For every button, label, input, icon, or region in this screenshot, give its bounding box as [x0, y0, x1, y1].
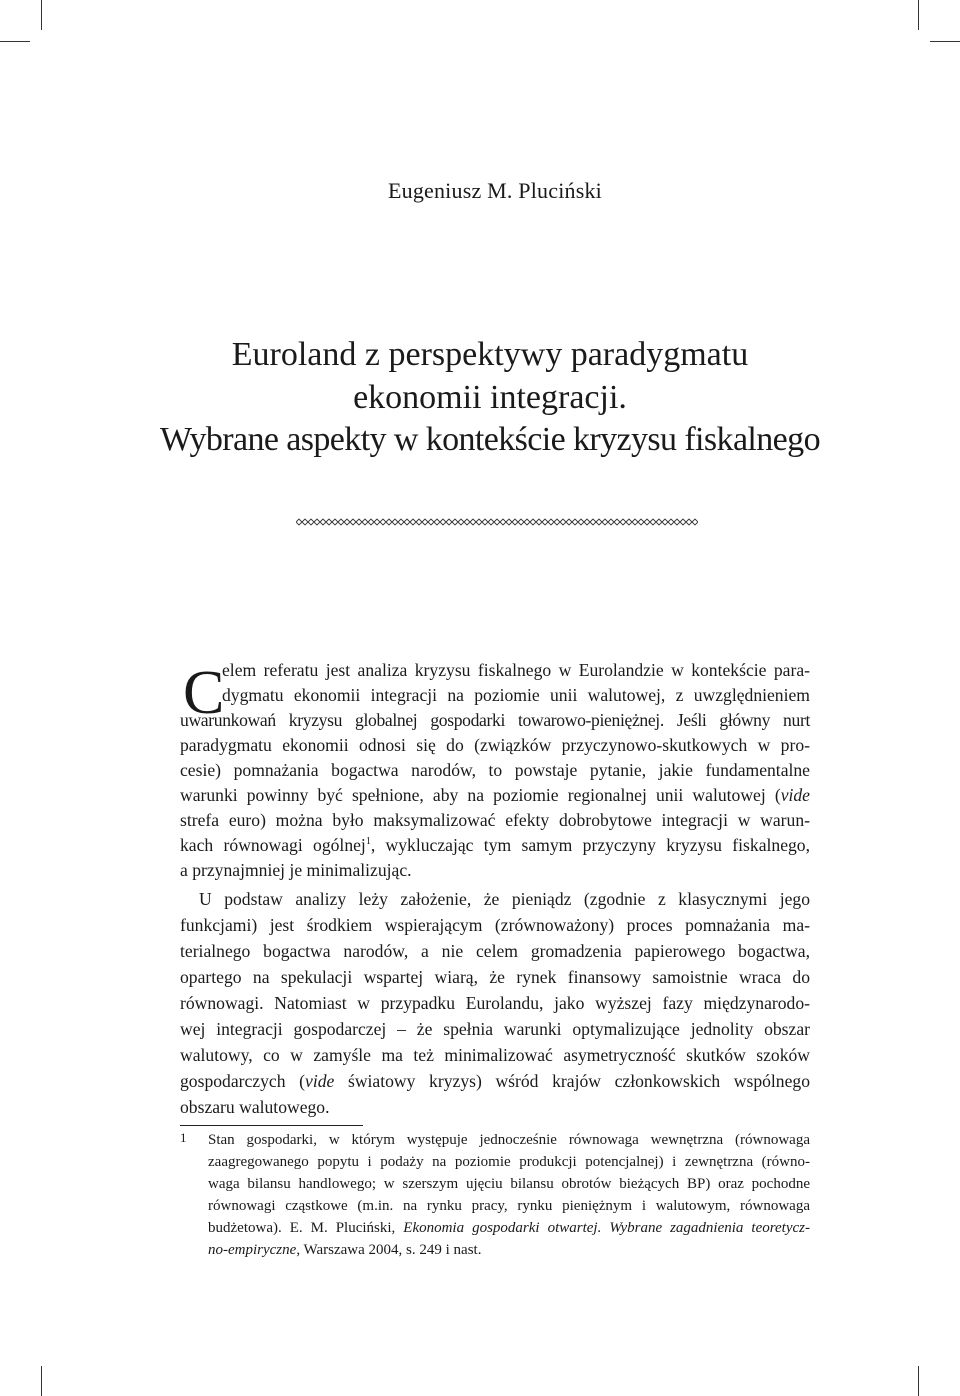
text-span: elem referatu jest analiza kryzysu fiskalnego w Eurolandzie w kontekście para- [222, 660, 810, 680]
ornament-diamond [398, 519, 404, 525]
italic-book-title: no-empiryczne [208, 1242, 297, 1258]
ornament-diamond [446, 519, 452, 525]
ornament-diamond [614, 519, 620, 525]
text-line [180, 887, 810, 911]
ornament-diamond [584, 519, 590, 525]
italic-vide: vide [305, 1071, 335, 1091]
text-span: walutowy, co w zamyśle ma też minimalizować asymetryczność skutków szoków [180, 1045, 810, 1065]
ornament-diamond [374, 519, 380, 525]
footnote-line [208, 1217, 810, 1239]
ornament-diamond [464, 519, 470, 525]
ornament-diamond [296, 519, 302, 525]
text-line [180, 965, 810, 989]
text-span: U podstaw analizy leży założenie, że pieniądz (zgodnie z klasycznymi jego [199, 889, 810, 909]
text-span: a przynajmniej je minimalizując. [180, 860, 412, 880]
ornament-diamond [554, 519, 560, 525]
text-span: światowy kryzys) wśród krajów członkowskich wspólnego [334, 1071, 810, 1091]
ornament-diamond [542, 519, 548, 525]
text-span: terialnego bogactwa narodów, a nie celem gromadzenia papierowego bogactwa, [180, 941, 810, 961]
text-span: równowagi cząstkowe (m.in. na rynku pracy, rynku pieniężnym i walutowym, równowaga [208, 1198, 810, 1214]
text-line [180, 1017, 810, 1041]
ornament-diamond [392, 519, 398, 525]
text-span: wej integracji gospodarczej – że spełnia warunki optymalizujące jednolity obszar [180, 1019, 810, 1039]
ornament-diamond [602, 519, 608, 525]
footnote-ref[interactable]: 1 [365, 836, 371, 848]
crop-mark-bottom-right-vertical [918, 1366, 919, 1396]
text-line [180, 683, 810, 707]
footnote-line [208, 1129, 810, 1151]
text-span: paradygmatu ekonomii odnosi się do (związków przyczynowo-skutkowych w pro- [180, 735, 810, 755]
ornament-diamond [500, 519, 506, 525]
ornament-diamond [314, 519, 320, 525]
author-name: Eugeniusz M. Pluciński [387, 178, 602, 203]
ornament-diamond [626, 519, 632, 525]
text-line [180, 658, 810, 682]
ornament-diamond [338, 519, 344, 525]
ornament-diamond [656, 519, 662, 525]
ornament-diamond [302, 519, 308, 525]
text-span: Stan gospodarki, w którym występuje jednocześnie równowaga wewnętrzna (równowaga [208, 1132, 810, 1148]
footnote-number: 1 [180, 1130, 187, 1145]
crop-mark-top-left-horizontal [0, 41, 30, 42]
ornament-diamond [686, 519, 692, 525]
ornament-diamond [536, 519, 542, 525]
ornament-diamond [518, 519, 524, 525]
ornament-diamond [326, 519, 332, 525]
text-span: warunki powinny być spełnione, aby na poziomie regionalnej unii walutowej ( [180, 785, 781, 805]
ornament-diamond [470, 519, 476, 525]
text-span: równowagi. Natomiast w przypadku Eurolandu, jako wyższej fazy międzynarodo- [180, 993, 810, 1013]
ornament-diamond [662, 519, 668, 525]
text-line [180, 733, 810, 757]
ornament-diamond [596, 519, 602, 525]
ornament-diamond [332, 519, 338, 525]
crop-mark-top-right-horizontal [930, 41, 960, 42]
text-span: zaagregowanego popytu i podaży na poziomie produkcji potencjalnej) i zewnętrzna (równo- [208, 1154, 810, 1170]
ornament-diamond [368, 519, 374, 525]
text-line [180, 833, 810, 857]
text-span: strefa euro) można było maksymalizować efekty dobrobytowe integracji w warun- [180, 810, 810, 830]
text-line [180, 1069, 810, 1093]
ornament-diamond [458, 519, 464, 525]
text-span: funkcjami) jest środkiem wspierającym (zrównoważony) proces pomnażania ma- [180, 915, 810, 935]
ornament-diamond [344, 519, 350, 525]
crop-mark-top-left-vertical [41, 0, 42, 30]
ornament-divider [296, 517, 698, 527]
ornament-diamond [494, 519, 500, 525]
text-span: obszaru walutowego. [180, 1097, 330, 1117]
title-line-1: Euroland z perspektywy paradygmatu [231, 336, 749, 373]
ornament-diamond [638, 519, 644, 525]
text-line [180, 808, 810, 832]
crop-mark-bottom-left-vertical [41, 1366, 42, 1396]
ornament-diamond [428, 519, 434, 525]
ornament-diamond [512, 519, 518, 525]
text-span: cesie) pomnażania bogactwa narodów, to powstaje pytanie, jakie fundamentalne [180, 760, 810, 780]
ornament-diamond [566, 519, 572, 525]
text-span: opartego na spekulacji wspartej wiarą, że rynek finansowy samoistnie wraca do [180, 967, 810, 987]
text-line [180, 783, 810, 807]
ornament-diamond [410, 519, 416, 525]
ornament-diamond [632, 519, 638, 525]
footnote-line [208, 1173, 810, 1195]
ornament-diamond [488, 519, 494, 525]
ornament-diamond [620, 519, 626, 525]
ornament-diamond [422, 519, 428, 525]
ornament-diamond [608, 519, 614, 525]
ornament-diamond [404, 519, 410, 525]
text-line [180, 913, 810, 937]
ornament-diamond [416, 519, 422, 525]
ornament-diamond [668, 519, 674, 525]
ornament-diamond [362, 519, 368, 525]
ornament-diamond [356, 519, 362, 525]
text-span: , Warszawa 2004, s. 249 i nast. [296, 1242, 482, 1258]
italic-book-title: Ekonomia gospodarki otwartej. Wybrane zagadnienia teoretycz- [403, 1220, 810, 1236]
ornament-diamond [380, 519, 386, 525]
text-line [180, 858, 810, 882]
ornament-diamond [572, 519, 578, 525]
title-line-2: ekonomii integracji. [353, 379, 627, 416]
text-span: budżetowa). E. M. Pluciński, [208, 1220, 404, 1236]
ornament-diamond [680, 519, 686, 525]
footnote-line [208, 1151, 810, 1173]
ornament-diamond [506, 519, 512, 525]
text-span: kach równowagi ogólnej [180, 835, 366, 855]
title-line-3: Wybrane aspekty w kontekście kryzysu fiskalnego [160, 421, 820, 458]
footnote-line [208, 1195, 810, 1217]
ornament-diamond [434, 519, 440, 525]
ornament-diamond [350, 519, 356, 525]
ornament-diamond [590, 519, 596, 525]
ornament-diamond [560, 519, 566, 525]
ornament-diamond [524, 519, 530, 525]
text-span: gospodarczych ( [180, 1071, 306, 1091]
ornament-diamond [452, 519, 458, 525]
italic-vide: vide [780, 785, 810, 805]
ornament-diamond [644, 519, 650, 525]
text-line [180, 939, 810, 963]
text-span: waga bilansu handlowego; w szerszym ujęciu bilansu obrotów bieżących BP) oraz pochodne [208, 1176, 810, 1192]
ornament-diamond [674, 519, 680, 525]
footnote-separator [180, 1125, 363, 1126]
ornament-diamond [386, 519, 392, 525]
ornament-diamond [692, 519, 698, 525]
text-line [180, 758, 810, 782]
ornament-diamond [440, 519, 446, 525]
ornament-diamond [476, 519, 482, 525]
ornament-diamond [650, 519, 656, 525]
ornament-diamond [308, 519, 314, 525]
ornament-diamond [548, 519, 554, 525]
crop-mark-top-right-vertical [918, 0, 919, 30]
drop-cap: C [183, 659, 225, 727]
text-span: uwarunkowań kryzysu globalnej gospodarki towarowo-pieniężnej. Jeśli główny nurt [180, 710, 810, 730]
text-line [180, 1095, 810, 1119]
text-span: dygmatu ekonomii integracji na poziomie unii walutowej, z uwzględnieniem [222, 685, 810, 705]
text-line [180, 991, 810, 1015]
text-line [180, 1043, 810, 1067]
ornament-diamond [578, 519, 584, 525]
ornament-diamond [530, 519, 536, 525]
ornament-diamond [320, 519, 326, 525]
text-line [180, 708, 810, 732]
footnote-line [208, 1239, 810, 1261]
ornament-diamond [482, 519, 488, 525]
text-span: , wykluczając tym samym przyczyny kryzysu fiskalnego, [370, 835, 810, 855]
